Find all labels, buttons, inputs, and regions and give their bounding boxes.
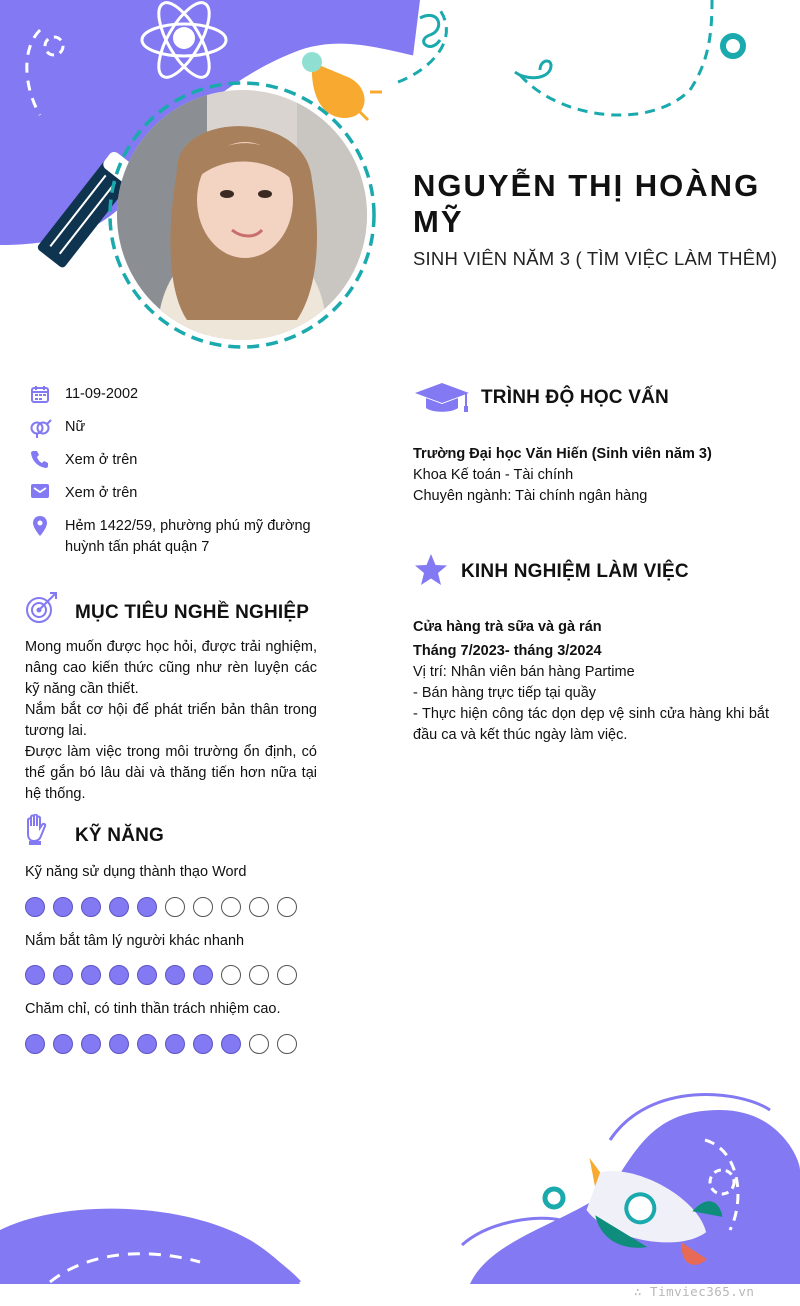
email-value: Xem ở trên	[65, 485, 138, 501]
skill-rating	[25, 965, 297, 985]
objective-paragraph: Được làm việc trong môi trường ổn định, có thể gắn bó lâu dài và thăng tiến hơn nữa tại hệ thống.	[25, 744, 317, 802]
objective-title: MỤC TIÊU NGHỀ NGHIỆP	[75, 602, 310, 623]
rating-dot-empty	[277, 1034, 297, 1054]
phone-row	[28, 450, 328, 472]
rating-dot-empty	[277, 897, 297, 917]
school-name: Trường Đại học Văn Hiến (Sinh viên năm 3)	[413, 446, 712, 462]
rating-dot-empty	[249, 965, 269, 985]
objective-paragraph: Nắm bắt cơ hội để phát triển bản thân trong tương lai.	[25, 702, 317, 739]
rating-dot-filled	[137, 1034, 157, 1054]
star-icon	[414, 553, 448, 592]
work-period: Tháng 7/2023- tháng 3/2024	[413, 643, 602, 659]
skill-rating	[25, 897, 297, 917]
rating-dot-filled	[193, 1034, 213, 1054]
position: Vị trí: Nhân viên bán hàng Partime	[413, 664, 635, 680]
rating-dot-empty	[249, 1034, 269, 1054]
rating-dot-empty	[277, 965, 297, 985]
phone-icon	[28, 450, 52, 472]
experience-title: KINH NGHIỆM LÀM VIỆC	[461, 561, 689, 582]
objective-paragraph: Mong muốn được học hỏi, được trải nghiệm, nâng cao kiến thức cũng như rèn luyện các kỹ năng cần thiết.	[25, 639, 317, 697]
rating-dot-filled	[53, 1034, 73, 1054]
birthday-row	[28, 384, 328, 406]
company-name: Cửa hàng trà sữa và gà rán	[413, 619, 602, 635]
graduation-cap-icon	[414, 381, 470, 420]
gender-icon	[28, 417, 52, 439]
rating-dot-filled	[221, 1034, 241, 1054]
birthday-value: 11-09-2002	[65, 386, 139, 402]
gender-row	[28, 417, 328, 439]
skill-label: Kỹ năng sử dụng thành thạo Word	[25, 864, 247, 880]
rating-dot-filled	[109, 965, 129, 985]
duty-item: - Bán hàng trực tiếp tại quầy	[413, 685, 597, 701]
watermark: ∴ Timviec365.vn	[634, 1284, 755, 1299]
rating-dot-filled	[109, 897, 129, 917]
phone-value: Xem ở trên	[65, 452, 138, 468]
address-value: Hẻm 1422/59, phường phú mỹ đường huỳnh tấn phát quận 7	[65, 518, 311, 555]
experience-details	[413, 617, 769, 746]
education-title: TRÌNH ĐỘ HỌC VẤN	[481, 387, 669, 408]
rating-dot-empty	[193, 897, 213, 917]
rating-dot-filled	[165, 1034, 185, 1054]
target-icon	[24, 591, 58, 630]
faculty: Khoa Kế toán - Tài chính	[413, 467, 574, 483]
objective-text	[25, 637, 317, 805]
email-row	[28, 483, 328, 505]
lightbulb-icon	[302, 52, 382, 120]
rating-dot-filled	[53, 897, 73, 917]
job-title: SINH VIÊN NĂM 3 ( TÌM VIỆC LÀM THÊM)	[413, 248, 778, 269]
hand-icon	[24, 814, 48, 851]
rating-dot-empty	[165, 897, 185, 917]
rating-dot-filled	[109, 1034, 129, 1054]
rating-dot-filled	[137, 897, 157, 917]
gender-value: Nữ	[65, 419, 86, 435]
rating-dot-filled	[81, 1034, 101, 1054]
rating-dot-filled	[53, 965, 73, 985]
location-pin-icon	[28, 516, 52, 538]
rating-dot-filled	[165, 965, 185, 985]
rating-dot-filled	[81, 965, 101, 985]
education-details	[413, 444, 769, 507]
rating-dot-empty	[221, 897, 241, 917]
skill-rating	[25, 1034, 297, 1054]
address-row	[28, 516, 318, 558]
duty-item: - Thực hiện công tác dọn dẹp vệ sinh cửa hàng khi bắt đầu ca và kết thúc ngày làm việc.	[413, 706, 769, 743]
skill-label: Nắm bắt tâm lý người khác nhanh	[25, 933, 245, 949]
skills-title: KỸ NĂNG	[75, 825, 165, 846]
rating-dot-filled	[81, 897, 101, 917]
rating-dot-empty	[221, 965, 241, 985]
major: Chuyên ngành: Tài chính ngân hàng	[413, 488, 648, 504]
profile-photo	[117, 90, 367, 340]
skill-label: Chăm chỉ, có tinh thần trách nhiệm cao.	[25, 1001, 281, 1017]
rating-dot-filled	[137, 965, 157, 985]
rating-dot-filled	[193, 965, 213, 985]
rating-dot-empty	[249, 897, 269, 917]
rating-dot-filled	[25, 965, 45, 985]
calendar-icon	[28, 384, 52, 406]
rating-dot-filled	[25, 1034, 45, 1054]
candidate-name: NGUYỄN THỊ HOÀNG MỸ	[413, 168, 761, 239]
rating-dot-filled	[25, 897, 45, 917]
email-icon	[28, 483, 52, 505]
